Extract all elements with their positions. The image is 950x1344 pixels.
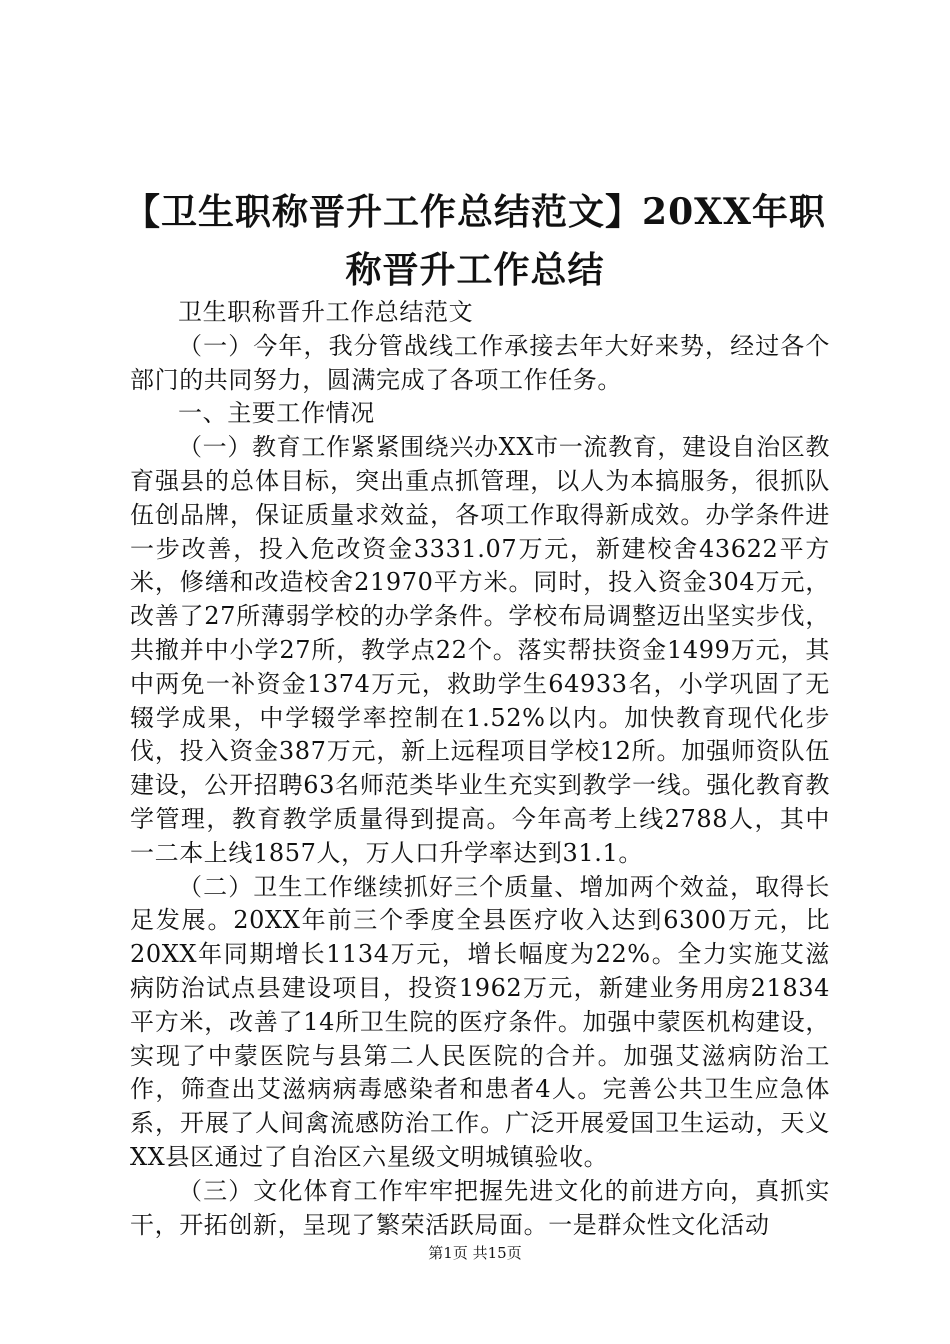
- education-paragraph: （一）教育工作紧紧围绕兴办XX市一流教育，建设自治区教育强县的总体目标，突出重点抓管理，以人为本搞服务，很抓队伍创品牌，保证质量求效益，各项工作取得新成效。办学条件进一步改善，投入危改资金3331.07万元，新建校舍43622平方米，修缮和改造校舍21970平方米。同时，投入资金304万元，改善了27所薄弱学校的办学条件。学校布局调整迈出坚实步伐，共撤并中小学27所，教学点22个。落实帮扶资金1499万元，其中两免一补资金1374万元，救助学生64933名，小学巩固了无辍学成果，中学辍学率控制在1.52%以内。加快教育现代化步伐，投入资金387万元，新上远程项目学校12所。加强师资队伍建设，公开招聘63名师范类毕业生充实到教学一线。强化教育教学管理，教育教学质量得到提高。今年高考上线2788人，其中一二本上线1857人，万人口升学率达到31.1。: [130, 433, 830, 867]
- page-number-footer: 第1页 共15页: [428, 1244, 522, 1262]
- subtitle-paragraph: 卫生职称晋升工作总结范文: [178, 298, 474, 326]
- section-heading: 一、主要工作情况: [178, 399, 375, 428]
- health-paragraph: （二）卫生工作继续抓好三个质量、增加两个效益，取得长足发展。20XX年前三个季度全县医疗收入达到6300万元，比20XX年同期增长1134万元，增长幅度为22%。全力实施艾滋病防治试点县建设项目，投资1962万元，新建业务用房21834平方米，改善了14所卫生院的医疗条件。加强中蒙医机构建设，实现了中蒙医院与县第二人民医院的合并。加强艾滋病防治工作，筛查出艾滋病病毒感染者和患者4人。完善公共卫生应急体系，开展了人间禽流感防治工作。广泛开展爱国卫生运动，天义XX县区通过了自治区六星级文明城镇验收。: [130, 872, 830, 1171]
- document-title: 【卫生职称晋升工作总结范文】20XX年职称晋升工作总结: [124, 191, 826, 291]
- document-body: [130, 296, 830, 1242]
- intro-paragraph: （一）今年，我分管战线工作承接去年大好来势，经过各个部门的共同努力，圆满完成了各项工作任务。: [130, 331, 830, 394]
- culture-paragraph: （三）文化体育工作牢牢把握先进文化的前进方向，真抓实干，开拓创新，呈现了繁荣活跃局面。一是群众性文化活动: [130, 1176, 830, 1239]
